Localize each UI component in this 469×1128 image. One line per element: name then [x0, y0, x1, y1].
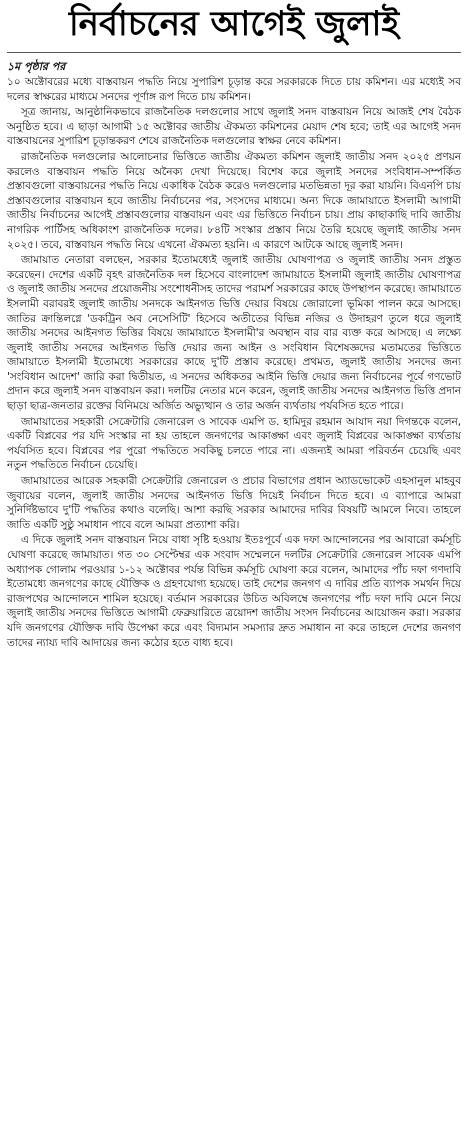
headline: নির্বাচনের আগেই জুলাই — [7, 0, 461, 53]
article-paragraph: ১০ অক্টোবরের মধ্যে বাস্তবায়ন পদ্ধতি নিয়ে সুপারিশ চূড়ান্ত করে সরকারকে দিতে চায় কমিশন। এর মধ্যেই সব দলের স্বাক্ষরের মাধ্যমে সনদের পূর্ণাঙ্গ রূপ দিতে চায় কমিশন। — [7, 76, 461, 103]
article-paragraph: রাজনৈতিক দলগুলোর আলোচনার ভিত্তিতে জাতীয় ঐকমত্য কমিশন জুলাই জাতীয় সনদ ২০২৫ প্রণয়ন করলেও বাস্তবায়ন পদ্ধতি নিয়ে অনৈক্য দেখা দিয়েছে। বিশেষ করে জুলাই সনদের সংবিধান-সম্পর্কিত প্রস্তাবগুলো বাস্তবায়নের পদ্ধতি নিয়ে একাধিক বৈঠক করেও দলগুলোর মতভিন্নতা দূর করা যায়নি। বিএনপি চায় প্রস্তাবগুলোর বাস্তবায়ন হবে জাতীয় নির্বাচনের পর, সংসদের মাধ্যমে। অন্য দিকে জামায়াতে ইসলামী আগামী জাতীয় নির্বাচনের আগেই প্রস্তাবগুলোর বাস্তবায়ন এবং এর ভিত্তিতে নির্বাচন চায়। প্রায় কাছাকাছি দাবি জাতীয় নাগরিক পার্টিসহ অধিকাংশ রাজনৈতিক দলের। ৮৪টি সংস্কার প্রস্তাব নিয়ে তৈরি হয়েছে জুলাই জাতীয় সনদ ২০২৫। তবে, বাস্তবায়ন পদ্ধতি নিয়ে এখনো ঐকমত্য হয়নি। এ কারণে আটকে আছে জুলাই সনদ। — [7, 150, 461, 251]
article-paragraph: জামায়াতের সহকারী সেক্রেটারি জেনারেল ও সাবেক এমপি ড. হামিদুর রহমান আযাদ নয়া দিগন্তকে বলেন, একটি বিপ্লবের পর যদি সংস্কার না হয় তাহলে জনগণের আকাঙ্ক্ষা এবং জুলাই বিপ্লবের আকাঙ্ক্ষা ব্যর্থতায় পর্যবসিত হবে। বিপ্লবের পর পুরো পদ্ধতিতে সবকিছু চলতে পারে না। এজন্যই আমরা পরিবর্তন চেয়েছি এবং নতুন পদ্ধতিতে নির্বাচন চেয়েছি। — [7, 415, 461, 472]
article-paragraph: সূত্র জানায়, আনুষ্ঠানিকভাবে রাজনৈতিক দলগুলোর সাথে জুলাই সনদ বাস্তবায়ন নিয়ে আজই শেষ বৈঠক অনুষ্ঠিত হবে। এ ছাড়া আগামী ১৫ অক্টোবর জাতীয় ঐকমত্য কমিশনের মেয়াদ শেষ হবে; তাই এর আগেই সনদ বাস্তবায়নের সুপারিশ চূড়ান্তকরণ শেষে রাজনৈতিক দলগুলোর স্বাক্ষর নেবে কমিশন। — [7, 106, 461, 148]
article-paragraph: জামায়াতের আরেক সহকারী সেক্রেটারি জেনারেল ও প্রচার বিভাগের প্রধান অ্যাডভোকেট এহসানুল মাহবুব জুবায়ের বলেন, জুলাই জাতীয় সনদের আইনগত ভিত্তি দিয়েই নির্বাচন দিতে হবে। এ ব্যাপারে আমরা সুনির্দিষ্টভাবে দু'টি পদ্ধতির কথাও বলেছি। আশা করছি সরকার আমাদের দাবির বিষয়টি আমলে নিবে। তাহলে জাতি একটি সুষ্ঠু সমাধান পাবে বলে আমরা প্রত্যাশা করি। — [7, 475, 461, 531]
article-paragraph: জামায়াত নেতারা বলছেন, সরকার ইতোমধ্যেই জুলাই জাতীয় ঘোষণাপত্র ও জুলাই জাতীয় সনদ প্রস্তুত করেছেন। দেশের একটি বৃহৎ রাজনৈতিক দল হিসেবে বাংলাদেশ জামায়াতে ইসলামী জুলাই জাতীয় ঘোষণাপত্র ও জুলাই জাতীয় সনদের প্রয়োজনীয় সংশোধনীসহ তাদের পরামর্শ সরকারের কাছে উপস্থাপন করেছে। জামায়াতে ইসলামী বরাবরই জুলাই জাতীয় সনদকে আইনগত ভিত্তি দেয়ার বিষয়ে জোরালো ভূমিকা পালন করে আসছে। জাতির ক্রান্তিলগ্নে 'ডকট্রিন অব নেসেসিটি' হিসেবে অতীতের বিভিন্ন নজির ও উদাহরণ তুলে ধরে জুলাই জাতীয় সনদের আইনগত ভিত্তির বিষয়ে জামায়াতে ইসলামী'র অবস্থান বার বার ব্যক্ত করে আসছে। এ লক্ষ্যে জুলাই জাতীয় সনদের আইনগত ভিত্তি দেয়ার জন্য আইন ও সংবিধান বিশেষজ্ঞদের মতামতের ভিত্তিতে জামায়াতে ইসলামী ইতোমধ্যে সরকারের কাছে দু'টি প্রস্তাব করেছে। প্রথমত, জুলাই জাতীয় সনদের জন্য 'সংবিধান আদেশ' জারি করা দ্বিতীয়ত, এ সনদের অধিকতর আইনি ভিত্তি দেয়ার জন্য নির্বাচনের পূর্বে গণভোট প্রদান করে জুলাই সনদ বাস্তবায়ন করা। দলটির নেতার মনে করেন, জুলাই জাতীয় সনদের আইনগত ভিত্তি প্রদান ছাড়া ছাত্র-জনতার রক্তের বিনিময়ে অর্জিত অভ্যুত্থান ও তার অর্জন ব্যর্থতায় পর্যবসিত হতে পারে। — [7, 254, 461, 413]
continued-from-label: ১ম পৃষ্ঠার পর — [7, 60, 66, 73]
article-body — [7, 75, 461, 650]
article-paragraph: এ দিকে জুলাই সনদ বাস্তবায়ন নিয়ে বাধা সৃষ্টি হওয়ায় ইতঃপূর্বে এক দফা আন্দোলনের পর আবারো কর্মসূচি ঘোষণা করেছে জামায়াত। গত ৩০ সেপ্টেম্বর এক সংবাদ সম্মেলনে দলটির সেক্রেটারি জেনারেল সাবেক এমপি অধ্যাপক গোলাম পরওয়ার ১-১২ অক্টোবর পর্যন্ত বিভিন্ন কর্মসূচি ঘোষণা করে বলেন, আমাদের পাঁচ দফা গণদাবি ইতোমধ্যে জনগণের কাছে যৌক্তিক ও গ্রহণযোগ্য হয়েছে। তাই দেশের জনগণ এ দাবির প্রতি ব্যাপক সমর্থন দিয়ে রাজপথের আন্দোলনে শামিল হয়েছে। বর্তমান সরকারের উচিত অবিলম্বে জনগণের পাঁচ দফা দাবি মেনে নিয়ে জুলাই জাতীয় সনদের ভিত্তিতে আগামী ফেব্রুয়ারিতে ত্রয়োদশ জাতীয় সংসদ নির্বাচনের আয়োজন করা। সরকার যদি জনগণের যৌক্তিক দাবি উপেক্ষা করে এবং বিদ্যমান সমস্যার দ্রুত সমাধান না করে তাহলে দেশের জনগণ তাদের ন্যায্য দাবি আদায়ের জন্য কঠোর হতে বাধ্য হবে। — [7, 534, 461, 649]
